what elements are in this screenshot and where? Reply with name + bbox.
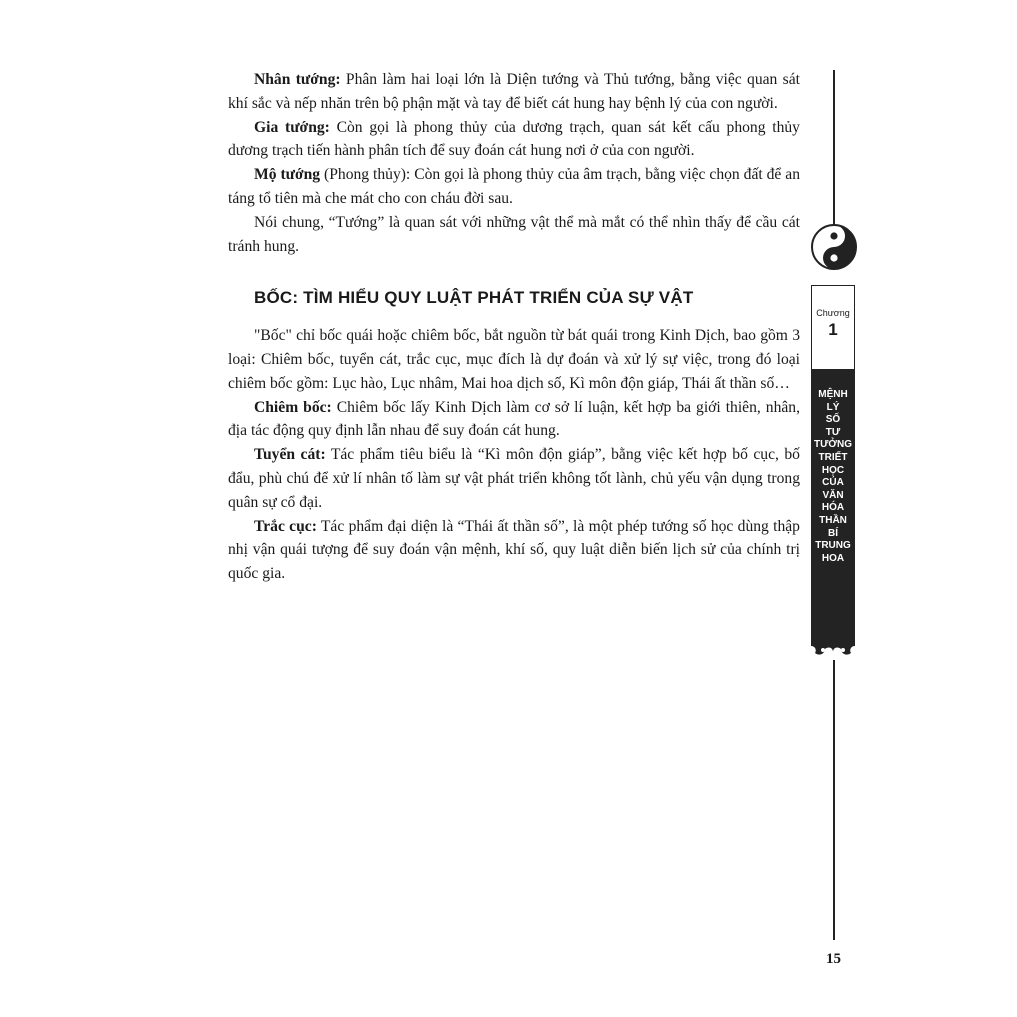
chapter-title-line: TƯ (825, 426, 841, 438)
paragraph: Nhân tướng: Phân làm hai loại lớn là Diện tướng và Thủ tướng, bằng việc quan sát khí sắc và nếp nhăn trên bộ phận mặt và tay để biết cát hung hay bệnh lý của con người. (228, 71, 800, 112)
term-lead: Chiêm bốc: (254, 398, 332, 416)
term-lead: Nhân tướng: (254, 71, 341, 88)
chapter-title-line: TƯỞNG (814, 439, 852, 451)
yin-yang-icon (810, 223, 858, 271)
page-number: 15 (826, 951, 841, 967)
chapter-number: 1 (828, 320, 838, 339)
margin-rule (833, 660, 835, 940)
chapter-title-line: MỆNH (818, 389, 848, 400)
paragraph: "Bốc" chỉ bốc quái hoặc chiêm bốc, bắt nguồn từ bát quái trong Kinh Dịch, bao gồm 3 loại: Chiêm bốc, tuyển cát, trắc cục, mục đích là dự đoán và xử lý sự việc, trong đó loại chiêm bốc gồm: Lục hào, Lục nhâm, Mai hoa dịch số, Kì môn độn giáp, Thái ất thần số… (228, 327, 800, 392)
term-lead: Mộ tướng (254, 166, 321, 184)
chapter-title-line: THẦN (819, 514, 847, 526)
paragraph: Tuyển cát: Tác phẩm tiêu biểu là “Kì môn độn giáp”, bằng việc kết hợp bố cục, bố đẩu, phù chú để xử lí nhân tố làm sự vật phát triển không tốt lành, chủ yếu vận dụng trong quân sự cổ đại. (228, 446, 800, 511)
chapter-title-line: BÍ (828, 527, 838, 539)
chapter-title-line: TRUNG (815, 540, 851, 552)
term-lead: Gia tướng: (254, 118, 330, 136)
term-lead: Tuyển cát: (254, 446, 326, 464)
paragraph: Nói chung, “Tướng” là quan sát với những vật thể mà mắt có thể nhìn thấy để cầu cát tránh hung. (228, 213, 800, 255)
chapter-title-line: VĂN (822, 489, 844, 501)
chapter-title-line: LÝ (826, 401, 840, 413)
paragraph: Chiêm bốc: Chiêm bốc lấy Kinh Dịch làm cơ sở lí luận, kết hợp ba giới thiên, nhân, địa tác động quy định lẫn nhau để suy đoán cát hung. (228, 398, 800, 440)
paragraph: Gia tướng: Còn gọi là phong thủy của dương trạch, quan sát kết cấu phong thủy dương trạch tiến hành phân tích để suy đoán cát hung nơi ở của con người. (228, 118, 800, 160)
chapter-title-band (811, 369, 855, 639)
body-text (228, 68, 800, 586)
section-heading: BỐC: TÌM HIỂU QUY LUẬT PHÁT TRIỂN CỦA SỰ VẬT (254, 288, 694, 308)
chapter-title-line: CỦA (822, 477, 844, 489)
chapter-title-line: TRIẾT (818, 451, 848, 463)
chapter-title-line: HOA (821, 552, 845, 564)
chapter-title-line: SỐ (825, 414, 841, 426)
cloud-ornament-icon (811, 636, 855, 660)
chapter-title-line: HỌC (821, 464, 845, 476)
paragraph: Trắc cục: Tác phẩm đại diện là “Thái ất thần số”, là một phép tướng số học dùng thập nhị vận quái tượng để suy đoán vận mệnh, khí số, quy luật diễn biến lịch sử của chính trị quốc gia. (228, 517, 800, 583)
chapter-tab (811, 285, 855, 369)
chapter-label: Chương (816, 308, 850, 318)
chapter-title-line: HÓA (821, 502, 845, 514)
margin-rule (833, 70, 835, 230)
paragraph: Mộ tướng (Phong thủy): Còn gọi là phong thủy của âm trạch, bằng việc chọn đất để an táng tổ tiên mà che mát cho con cháu đời sau. (228, 166, 800, 207)
term-lead: Trắc cục: (254, 517, 317, 535)
